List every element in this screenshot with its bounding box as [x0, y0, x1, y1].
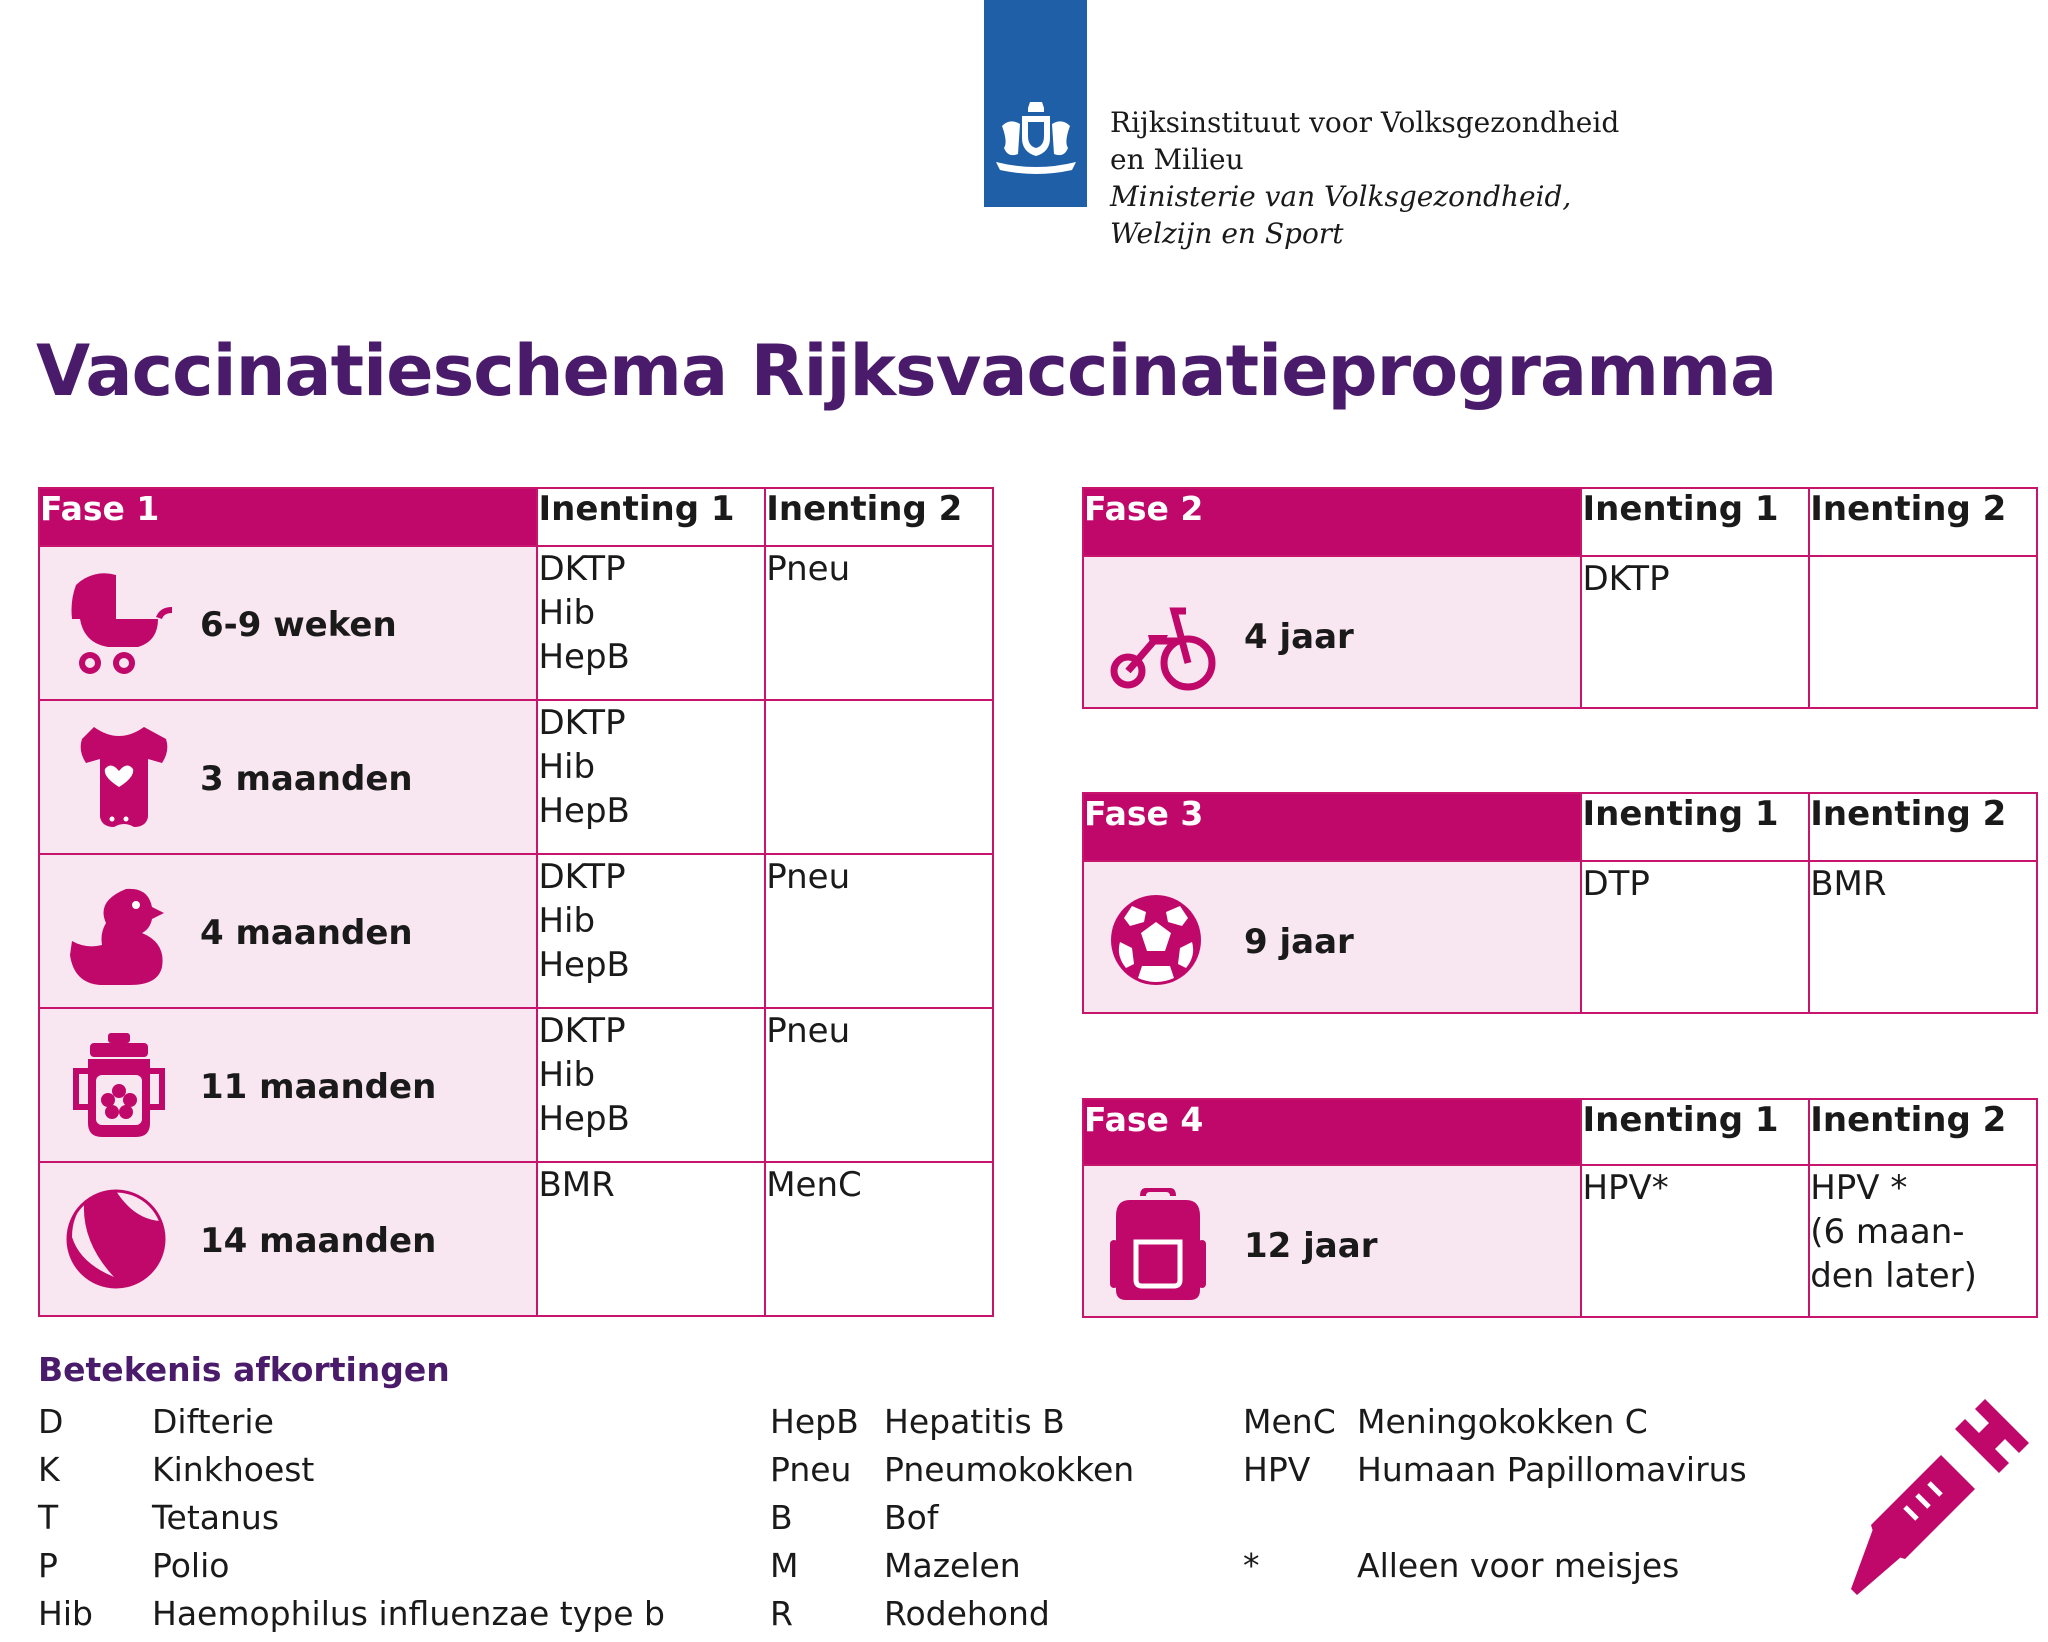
- age-cell: [1083, 556, 1581, 708]
- age-cell: [39, 1162, 537, 1316]
- legend-column-2: [770, 1398, 1134, 1638]
- abbreviation: D: [38, 1402, 64, 1441]
- vaccine: DKTP: [538, 857, 626, 897]
- beach-ball-icon: [64, 1187, 168, 1291]
- inenting-2-cell: [765, 546, 993, 700]
- age-cell: [1083, 1165, 1581, 1317]
- meaning: Alleen voor meisjes: [1357, 1546, 1680, 1585]
- legend-item: [1243, 1398, 1747, 1446]
- column-header-inenting-2: Inenting 2: [1809, 1099, 2037, 1165]
- legend-item: [38, 1398, 665, 1446]
- fase-1-table: [38, 487, 994, 1317]
- fase-3-table: [1082, 792, 2038, 1014]
- meaning: Kinkhoest: [152, 1450, 315, 1489]
- inenting-2-cell: [765, 700, 993, 854]
- legend-item: [38, 1494, 665, 1542]
- fase-title: Fase 2: [1083, 488, 1581, 556]
- vaccine: DKTP: [1582, 559, 1670, 599]
- rubber-duck-icon: [64, 885, 174, 985]
- abbreviation: HepB: [770, 1402, 859, 1441]
- fase-title: Fase 1: [39, 488, 537, 546]
- inenting-2-cell: [765, 1008, 993, 1162]
- vaccine: DKTP: [538, 1011, 626, 1051]
- vaccine: Hib: [538, 901, 596, 941]
- inenting-2-cell: [1809, 1165, 2037, 1317]
- coat-of-arms-icon: [992, 96, 1080, 180]
- abbreviation: HPV: [1243, 1450, 1311, 1489]
- legend-item: [38, 1590, 665, 1638]
- column-header-inenting-1: Inenting 1: [537, 488, 765, 546]
- legend-item: [1243, 1542, 1747, 1590]
- backpack-icon: [1108, 1186, 1208, 1302]
- meaning: Rodehond: [884, 1594, 1050, 1633]
- abbreviation: *: [1243, 1546, 1260, 1585]
- abbreviation: K: [38, 1450, 60, 1489]
- vaccine: DKTP: [538, 549, 626, 589]
- abbreviation: Hib: [38, 1594, 93, 1633]
- column-header-inenting-1: Inenting 1: [1581, 1099, 1809, 1165]
- vaccine: HPV*: [1582, 1168, 1669, 1208]
- abbreviation: M: [770, 1546, 799, 1585]
- meaning: Hepatitis B: [884, 1402, 1065, 1441]
- abbreviation: R: [770, 1594, 793, 1633]
- abbreviation: P: [38, 1546, 58, 1585]
- legend-column-1: [38, 1398, 665, 1638]
- inenting-1-cell: [537, 1162, 765, 1316]
- age-cell: [39, 700, 537, 854]
- age-label: 9 jaar: [1244, 922, 1354, 962]
- table-row: [39, 854, 993, 1008]
- tricycle-icon: [1108, 597, 1218, 693]
- government-logo-bar: [984, 0, 1087, 207]
- fase-title: Fase 3: [1083, 793, 1581, 861]
- fase-2-table: [1082, 487, 2038, 709]
- meaning: Polio: [152, 1546, 230, 1585]
- inenting-1-cell: [1581, 1165, 1809, 1317]
- vaccine: BMR: [538, 1165, 615, 1205]
- meaning: Meningokokken C: [1357, 1402, 1648, 1441]
- organisation-name: [1110, 104, 1619, 252]
- vaccine: BMR: [1810, 864, 1887, 904]
- legend-item: [770, 1494, 1134, 1542]
- vaccine: HepB: [538, 637, 630, 677]
- inenting-2-cell: [1809, 556, 2037, 708]
- meaning: Humaan Papillomavirus: [1357, 1450, 1747, 1489]
- inenting-1-cell: [537, 854, 765, 1008]
- column-header-inenting-2: Inenting 2: [1809, 793, 2037, 861]
- table-row: [39, 700, 993, 854]
- inenting-1-cell: [537, 546, 765, 700]
- legend-title: Betekenis afkortingen: [38, 1350, 450, 1389]
- soccer-ball-icon: [1108, 892, 1204, 988]
- column-header-inenting-2: Inenting 2: [765, 488, 993, 546]
- fase-4-table: [1082, 1098, 2038, 1318]
- page-title: Vaccinatieschema Rijksvaccinatieprogramma: [36, 330, 1777, 412]
- vaccine: DKTP: [538, 703, 626, 743]
- age-label: 3 maanden: [200, 759, 413, 799]
- vaccine: HepB: [538, 791, 630, 831]
- legend-item: [38, 1542, 665, 1590]
- legend-item: [770, 1590, 1134, 1638]
- legend-item: [770, 1446, 1134, 1494]
- age-label: 12 jaar: [1244, 1226, 1378, 1266]
- age-label: 4 maanden: [200, 913, 413, 953]
- inenting-2-cell: [1809, 861, 2037, 1013]
- onesie-icon: [64, 723, 174, 833]
- sippy-cup-icon: [64, 1031, 174, 1141]
- legend-spacer: [1243, 1494, 1747, 1542]
- age-label: 6-9 weken: [200, 605, 397, 645]
- table-row: [1083, 556, 2037, 708]
- table-row: [1083, 1165, 2037, 1317]
- age-cell: [39, 1008, 537, 1162]
- age-cell: [1083, 861, 1581, 1013]
- abbreviation: [1243, 1494, 1357, 1542]
- age-label: 14 maanden: [200, 1221, 437, 1261]
- abbreviation: B: [770, 1498, 793, 1537]
- column-header-inenting-1: Inenting 1: [1581, 488, 1809, 556]
- org-line-2: en Milieu: [1110, 143, 1244, 176]
- meaning: Mazelen: [884, 1546, 1021, 1585]
- syringe-icon: [1845, 1395, 2035, 1595]
- table-row: [1083, 861, 2037, 1013]
- org-line-1: Rijksinstituut voor Volksgezondheid: [1110, 106, 1620, 139]
- table-row: [39, 546, 993, 700]
- meaning: Haemophilus influenzae type b: [152, 1594, 665, 1633]
- inenting-1-cell: [1581, 861, 1809, 1013]
- vaccine-note: den later): [1810, 1256, 1977, 1296]
- ministry-line-2: Welzijn en Sport: [1110, 217, 1344, 250]
- meaning: Tetanus: [152, 1498, 280, 1537]
- vaccine: Hib: [538, 747, 596, 787]
- table-row: [39, 1162, 993, 1316]
- vaccine: Pneu: [766, 549, 851, 589]
- legend-item: [1243, 1446, 1747, 1494]
- vaccine: Hib: [538, 1055, 596, 1095]
- column-header-inenting-2: Inenting 2: [1809, 488, 2037, 556]
- inenting-1-cell: [537, 1008, 765, 1162]
- vaccine: Hib: [538, 593, 596, 633]
- abbreviation: MenC: [1243, 1402, 1336, 1441]
- vaccine: HepB: [538, 945, 630, 985]
- legend-item: [770, 1542, 1134, 1590]
- vaccine: HepB: [538, 1099, 630, 1139]
- age-label: 4 jaar: [1244, 617, 1354, 657]
- abbreviation: Pneu: [770, 1450, 852, 1489]
- inenting-2-cell: [765, 1162, 993, 1316]
- vaccine: MenC: [766, 1165, 862, 1205]
- table-row: [39, 1008, 993, 1162]
- vaccine: HPV *: [1810, 1168, 1908, 1208]
- meaning: Pneumokokken: [884, 1450, 1135, 1489]
- inenting-1-cell: [537, 700, 765, 854]
- age-label: 11 maanden: [200, 1067, 437, 1107]
- vaccine: DTP: [1582, 864, 1650, 904]
- legend-column-3: [1243, 1398, 1747, 1590]
- legend-item: [38, 1446, 665, 1494]
- meaning: Bof: [884, 1498, 939, 1537]
- ministry-line-1: Ministerie van Volksgezondheid,: [1110, 180, 1572, 213]
- vaccine: Pneu: [766, 1011, 851, 1051]
- age-cell: [39, 854, 537, 1008]
- legend-item: [770, 1398, 1134, 1446]
- meaning: Difterie: [152, 1402, 274, 1441]
- vaccine-note: (6 maan-: [1810, 1212, 1965, 1252]
- inenting-1-cell: [1581, 556, 1809, 708]
- age-cell: [39, 546, 537, 700]
- column-header-inenting-1: Inenting 1: [1581, 793, 1809, 861]
- pram-icon: [64, 573, 174, 677]
- inenting-2-cell: [765, 854, 993, 1008]
- vaccine: Pneu: [766, 857, 851, 897]
- fase-title: Fase 4: [1083, 1099, 1581, 1165]
- abbreviation: T: [38, 1498, 59, 1537]
